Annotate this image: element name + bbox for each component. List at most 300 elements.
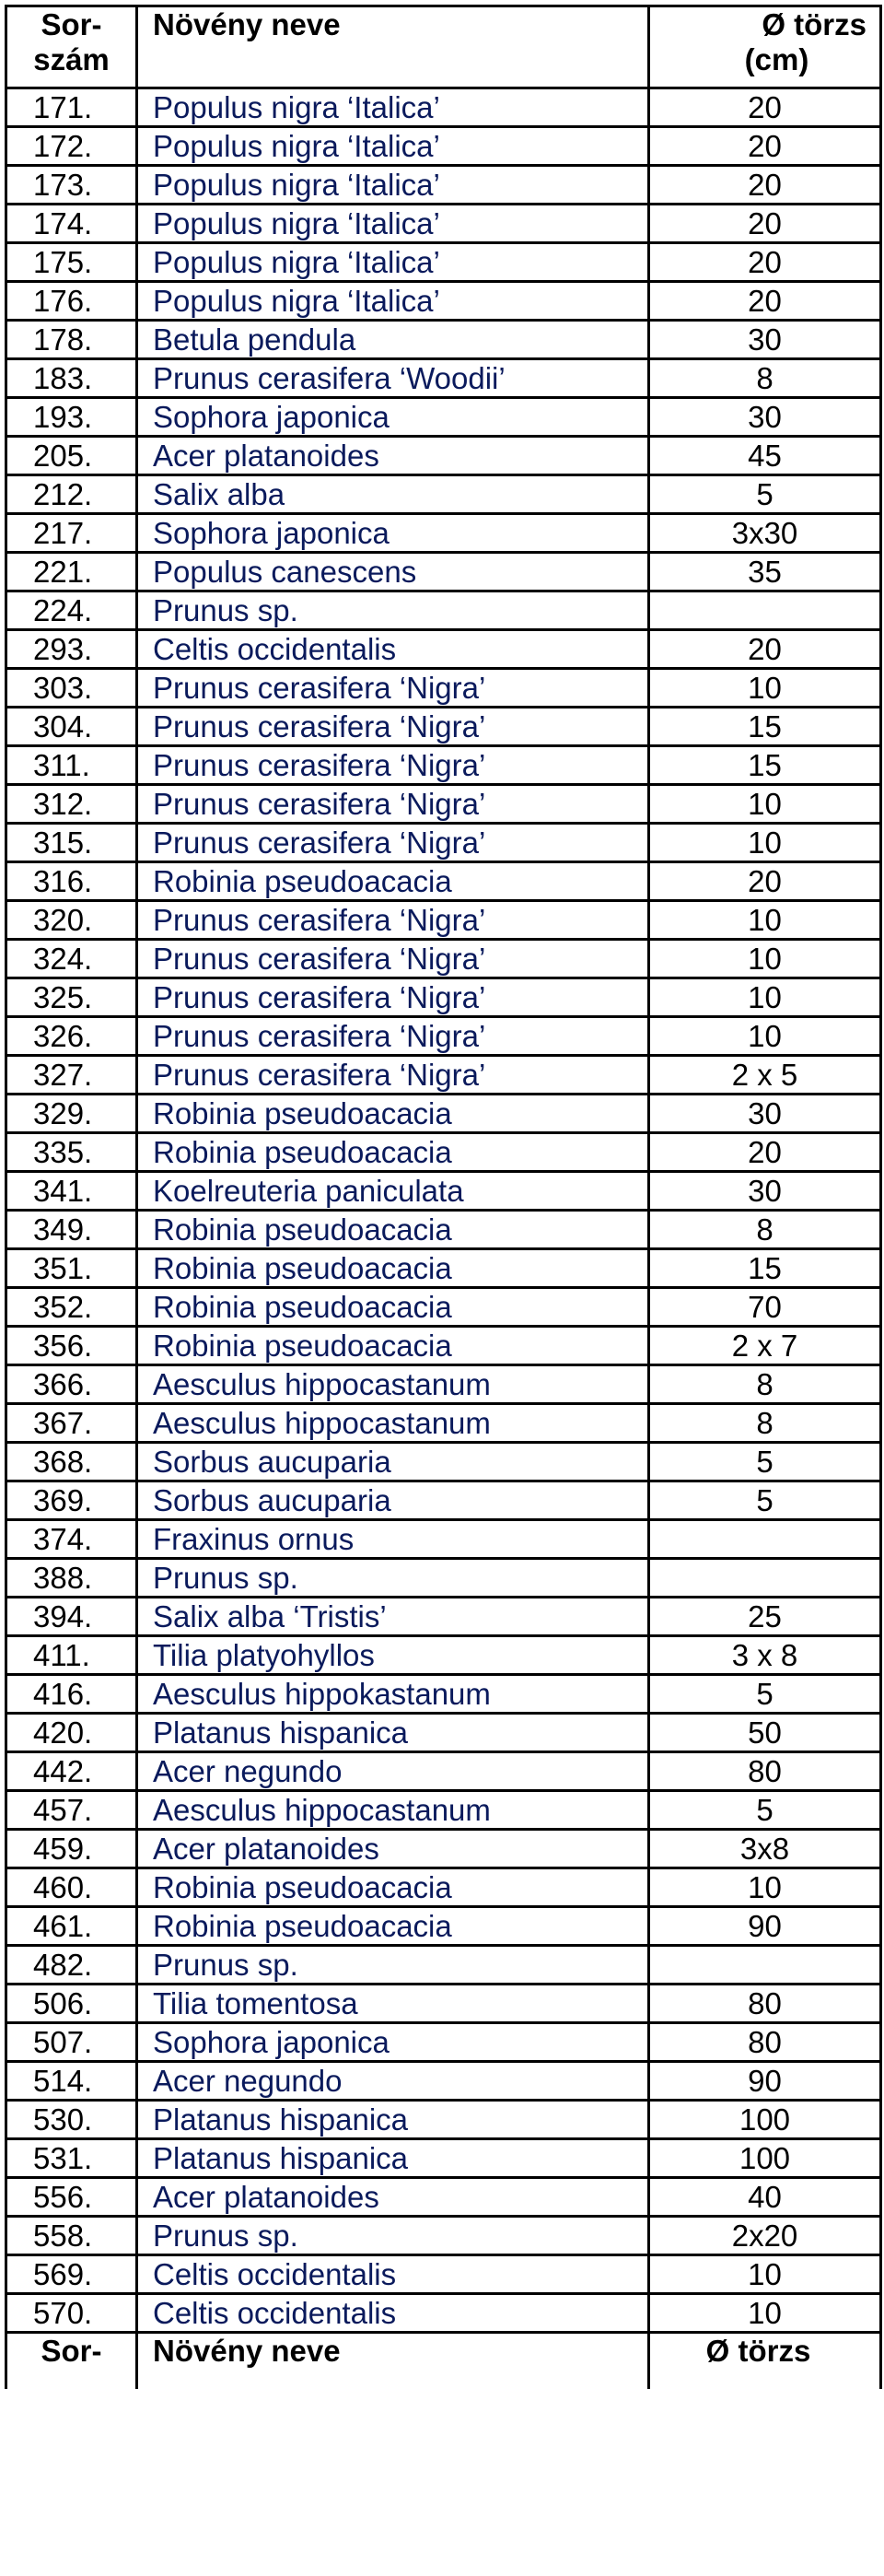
header-diameter-line2: (cm) [744, 42, 809, 76]
row-number-cell: 311. [6, 746, 137, 785]
table-row [6, 359, 881, 398]
row-diameter-cell: 30 [649, 1095, 881, 1133]
plant-name: Robinia pseudoacacia [153, 1134, 452, 1169]
header-row [6, 6, 881, 88]
row-diameter-cell: 100 [649, 2139, 881, 2178]
row-number-cell: 341. [6, 1172, 137, 1211]
row-number-cell: 367. [6, 1404, 137, 1443]
plant-name: Populus nigra ‘Italica’ [153, 167, 440, 202]
row-plant-name-cell [137, 2178, 649, 2217]
row-diameter-cell: 8 [649, 359, 881, 398]
row-diameter-cell: 10 [649, 1017, 881, 1056]
row-diameter-cell: 10 [649, 2255, 881, 2294]
plant-name: Platanus hispanica [153, 2140, 409, 2175]
row-plant-name-cell [137, 591, 649, 630]
plant-name: Robinia pseudoacacia [153, 863, 452, 898]
table-row [6, 1443, 881, 1481]
plant-name: Populus nigra ‘Italica’ [153, 205, 440, 240]
row-diameter-cell [649, 1946, 881, 1985]
plant-name: Populus nigra ‘Italica’ [153, 89, 440, 124]
row-plant-name-cell [137, 2139, 649, 2178]
table-row [6, 2139, 881, 2178]
table-row [6, 1830, 881, 1868]
plant-name: Prunus cerasifera ‘Nigra’ [153, 825, 486, 860]
row-diameter-cell: 45 [649, 437, 881, 475]
table-row [6, 1714, 881, 1752]
plant-name: Salix alba [153, 476, 285, 511]
row-diameter-cell: 3x8 [649, 1830, 881, 1868]
plant-name: Platanus hispanica [153, 1715, 409, 1750]
row-number-cell: 329. [6, 1095, 137, 1133]
row-number-cell: 293. [6, 630, 137, 669]
plant-name: Acer platanoides [153, 2179, 379, 2214]
plant-name: Prunus sp. [153, 2218, 298, 2253]
table-footer [6, 2333, 881, 2390]
row-number-cell: 411. [6, 1636, 137, 1675]
row-plant-name-cell [137, 1830, 649, 1868]
plant-name: Koelreuteria paniculata [153, 1173, 464, 1208]
row-diameter-cell: 2 x 7 [649, 1327, 881, 1365]
row-diameter-cell: 20 [649, 127, 881, 166]
plant-name: Prunus sp. [153, 592, 298, 627]
plant-name: Prunus sp. [153, 1560, 298, 1595]
row-diameter-cell: 80 [649, 1752, 881, 1791]
row-number-cell: 388. [6, 1559, 137, 1598]
row-number-cell: 221. [6, 553, 137, 591]
row-plant-name-cell [137, 940, 649, 978]
table-row [6, 1211, 881, 1249]
row-plant-name-cell [137, 2294, 649, 2333]
row-number-cell: 374. [6, 1520, 137, 1559]
row-number-cell: 507. [6, 2023, 137, 2062]
row-diameter-cell: 20 [649, 166, 881, 205]
row-diameter-cell: 70 [649, 1288, 881, 1327]
row-diameter-cell: 2 x 5 [649, 1056, 881, 1095]
table-row [6, 2294, 881, 2333]
row-diameter-cell: 10 [649, 940, 881, 978]
plant-name: Aesculus hippocastanum [153, 1405, 491, 1440]
header-diameter-line1: Ø törzs [762, 7, 867, 41]
row-number-cell: 482. [6, 1946, 137, 1985]
row-number-cell: 205. [6, 437, 137, 475]
row-diameter-cell: 10 [649, 824, 881, 862]
table-row [6, 940, 881, 978]
row-diameter-cell: 5 [649, 1443, 881, 1481]
table-row [6, 1327, 881, 1365]
table-row [6, 243, 881, 282]
row-number-cell: 530. [6, 2101, 137, 2139]
plant-name: Populus canescens [153, 554, 417, 589]
table-row [6, 824, 881, 862]
plant-name: Fraxinus ornus [153, 1521, 355, 1556]
table-row [6, 1404, 881, 1443]
row-number-cell: 570. [6, 2294, 137, 2333]
row-diameter-cell: 10 [649, 669, 881, 708]
plant-name: Aesculus hippokastanum [153, 1676, 491, 1711]
row-diameter-cell: 10 [649, 901, 881, 940]
plant-name: Robinia pseudoacacia [153, 1869, 452, 1904]
row-plant-name-cell [137, 1172, 649, 1211]
row-number-cell: 461. [6, 1907, 137, 1946]
table-row [6, 1907, 881, 1946]
table-row [6, 1868, 881, 1907]
row-diameter-cell: 5 [649, 1791, 881, 1830]
row-number-cell: 304. [6, 708, 137, 746]
row-plant-name-cell [137, 2101, 649, 2139]
plant-name: Robinia pseudoacacia [153, 1908, 452, 1943]
table-row [6, 1017, 881, 1056]
row-plant-name-cell [137, 1365, 649, 1404]
row-number-cell: 556. [6, 2178, 137, 2217]
plant-name: Acer platanoides [153, 438, 379, 473]
row-plant-name-cell [137, 1520, 649, 1559]
row-diameter-cell: 25 [649, 1598, 881, 1636]
row-diameter-cell: 30 [649, 321, 881, 359]
table-row [6, 862, 881, 901]
row-plant-name-cell [137, 746, 649, 785]
row-diameter-cell: 10 [649, 2294, 881, 2333]
row-diameter-cell: 30 [649, 1172, 881, 1211]
row-number-cell: 442. [6, 1752, 137, 1791]
row-diameter-cell: 10 [649, 785, 881, 824]
table-row [6, 1675, 881, 1714]
footer-diameter-cell: Ø törzs [649, 2333, 881, 2390]
table-header [6, 6, 881, 88]
row-number-cell: 212. [6, 475, 137, 514]
row-number-cell: 569. [6, 2255, 137, 2294]
row-number-cell: 326. [6, 1017, 137, 1056]
row-plant-name-cell [137, 1443, 649, 1481]
table-row [6, 591, 881, 630]
row-diameter-cell: 15 [649, 746, 881, 785]
plant-name: Prunus cerasifera ‘Nigra’ [153, 747, 486, 782]
row-number-cell: 315. [6, 824, 137, 862]
plant-table [5, 5, 882, 2389]
row-plant-name-cell [137, 1095, 649, 1133]
plant-name: Robinia pseudoacacia [153, 1328, 452, 1363]
table-row [6, 2217, 881, 2255]
table-row [6, 901, 881, 940]
plant-name: Populus nigra ‘Italica’ [153, 128, 440, 163]
table-row [6, 2101, 881, 2139]
plant-name: Sorbus aucuparia [153, 1444, 391, 1479]
row-plant-name-cell [137, 205, 649, 243]
row-plant-name-cell [137, 1249, 649, 1288]
row-number-cell: 394. [6, 1598, 137, 1636]
row-number-cell: 558. [6, 2217, 137, 2255]
row-plant-name-cell [137, 2217, 649, 2255]
row-diameter-cell: 90 [649, 1907, 881, 1946]
table-row [6, 282, 881, 321]
row-number-cell: 325. [6, 978, 137, 1017]
row-diameter-cell: 20 [649, 1133, 881, 1172]
row-number-cell: 457. [6, 1791, 137, 1830]
plant-name: Sophora japonica [153, 515, 390, 550]
row-diameter-cell: 10 [649, 1868, 881, 1907]
row-plant-name-cell [137, 824, 649, 862]
row-plant-name-cell [137, 1752, 649, 1791]
table-body [6, 88, 881, 2333]
row-diameter-cell: 40 [649, 2178, 881, 2217]
footer-name-cell: Növény neve [137, 2333, 649, 2390]
row-plant-name-cell [137, 1211, 649, 1249]
plant-name: Aesculus hippocastanum [153, 1366, 491, 1401]
table-row [6, 398, 881, 437]
row-plant-name-cell [137, 1288, 649, 1327]
row-number-cell: 506. [6, 1985, 137, 2023]
row-diameter-cell: 50 [649, 1714, 881, 1752]
table-row [6, 1172, 881, 1211]
plant-name: Sophora japonica [153, 399, 390, 434]
plant-name: Betula pendula [153, 322, 356, 357]
plant-name: Prunus cerasifera ‘Nigra’ [153, 786, 486, 821]
row-diameter-cell [649, 591, 881, 630]
plant-name: Tilia platyohyllos [153, 1637, 375, 1672]
row-number-cell: 224. [6, 591, 137, 630]
row-plant-name-cell [137, 1598, 649, 1636]
row-plant-name-cell [137, 1985, 649, 2023]
row-number-cell: 531. [6, 2139, 137, 2178]
row-number-cell: 514. [6, 2062, 137, 2101]
table-row [6, 2023, 881, 2062]
table-row [6, 1598, 881, 1636]
row-number-cell: 416. [6, 1675, 137, 1714]
row-plant-name-cell [137, 1327, 649, 1365]
row-plant-name-cell [137, 669, 649, 708]
table-row [6, 321, 881, 359]
row-diameter-cell: 3 x 8 [649, 1636, 881, 1675]
row-number-cell: 368. [6, 1443, 137, 1481]
row-number-cell: 217. [6, 514, 137, 553]
table-row [6, 166, 881, 205]
table-row [6, 88, 881, 127]
row-number-cell: 320. [6, 901, 137, 940]
row-diameter-cell: 5 [649, 475, 881, 514]
plant-name: Celtis occidentalis [153, 631, 397, 666]
row-plant-name-cell [137, 1907, 649, 1946]
row-plant-name-cell [137, 321, 649, 359]
header-diameter-cell [649, 6, 881, 88]
row-number-cell: 459. [6, 1830, 137, 1868]
row-diameter-cell: 20 [649, 630, 881, 669]
row-plant-name-cell [137, 708, 649, 746]
plant-name: Celtis occidentalis [153, 2295, 397, 2330]
row-plant-name-cell [137, 553, 649, 591]
plant-name: Sophora japonica [153, 2024, 390, 2059]
row-number-cell: 316. [6, 862, 137, 901]
row-number-cell: 324. [6, 940, 137, 978]
row-number-cell: 366. [6, 1365, 137, 1404]
table-row [6, 553, 881, 591]
row-diameter-cell: 8 [649, 1211, 881, 1249]
table-row [6, 127, 881, 166]
row-diameter-cell: 8 [649, 1404, 881, 1443]
row-plant-name-cell [137, 862, 649, 901]
table-row [6, 437, 881, 475]
row-diameter-cell: 15 [649, 708, 881, 746]
table-row [6, 2062, 881, 2101]
table-row [6, 1791, 881, 1830]
plant-name: Robinia pseudoacacia [153, 1212, 452, 1247]
row-number-cell: 351. [6, 1249, 137, 1288]
table-row [6, 1056, 881, 1095]
row-number-cell: 327. [6, 1056, 137, 1095]
row-diameter-cell: 2x20 [649, 2217, 881, 2255]
row-plant-name-cell [137, 437, 649, 475]
table-row [6, 746, 881, 785]
row-diameter-cell: 5 [649, 1675, 881, 1714]
row-diameter-cell: 30 [649, 398, 881, 437]
row-number-cell: 349. [6, 1211, 137, 1249]
row-plant-name-cell [137, 2023, 649, 2062]
row-number-cell: 178. [6, 321, 137, 359]
row-diameter-cell: 100 [649, 2101, 881, 2139]
plant-name: Prunus cerasifera ‘Nigra’ [153, 979, 486, 1014]
row-plant-name-cell [137, 1675, 649, 1714]
header-name-cell: Növény neve [137, 6, 649, 88]
row-diameter-cell: 15 [649, 1249, 881, 1288]
table-row [6, 669, 881, 708]
row-plant-name-cell [137, 978, 649, 1017]
row-plant-name-cell [137, 88, 649, 127]
row-diameter-cell: 80 [649, 1985, 881, 2023]
plant-name: Sorbus aucuparia [153, 1482, 391, 1517]
row-plant-name-cell [137, 282, 649, 321]
row-plant-name-cell [137, 630, 649, 669]
table-row [6, 1520, 881, 1559]
row-plant-name-cell [137, 785, 649, 824]
row-number-cell: 175. [6, 243, 137, 282]
row-diameter-cell: 20 [649, 205, 881, 243]
row-plant-name-cell [137, 1791, 649, 1830]
table-row [6, 785, 881, 824]
row-diameter-cell: 5 [649, 1481, 881, 1520]
row-plant-name-cell [137, 475, 649, 514]
row-diameter-cell: 80 [649, 2023, 881, 2062]
row-number-cell: 176. [6, 282, 137, 321]
row-plant-name-cell [137, 1056, 649, 1095]
row-number-cell: 172. [6, 127, 137, 166]
row-plant-name-cell [137, 166, 649, 205]
row-number-cell: 173. [6, 166, 137, 205]
plant-name: Populus nigra ‘Italica’ [153, 244, 440, 279]
plant-name: Populus nigra ‘Italica’ [153, 283, 440, 318]
plant-name: Acer negundo [153, 2063, 343, 2098]
row-diameter-cell [649, 1520, 881, 1559]
plant-name: Prunus cerasifera ‘Nigra’ [153, 902, 486, 937]
row-plant-name-cell [137, 2062, 649, 2101]
table-row [6, 630, 881, 669]
row-plant-name-cell [137, 359, 649, 398]
row-number-cell: 174. [6, 205, 137, 243]
footer-number-cell: Sor- [6, 2333, 137, 2390]
plant-name: Platanus hispanica [153, 2102, 409, 2137]
plant-name: Prunus cerasifera ‘Nigra’ [153, 1057, 486, 1092]
row-number-cell: 356. [6, 1327, 137, 1365]
row-plant-name-cell [137, 127, 649, 166]
row-plant-name-cell [137, 1636, 649, 1675]
plant-name: Robinia pseudoacacia [153, 1289, 452, 1324]
table-row [6, 1249, 881, 1288]
table-row [6, 1481, 881, 1520]
row-plant-name-cell [137, 1868, 649, 1907]
header-number-line2: szám [33, 42, 110, 76]
table-row [6, 514, 881, 553]
table-row [6, 1365, 881, 1404]
row-number-cell: 369. [6, 1481, 137, 1520]
row-diameter-cell: 20 [649, 862, 881, 901]
row-plant-name-cell [137, 2255, 649, 2294]
plant-name: Aesculus hippocastanum [153, 1792, 491, 1827]
row-number-cell: 183. [6, 359, 137, 398]
table-row [6, 1752, 881, 1791]
table-row [6, 1095, 881, 1133]
row-diameter-cell: 20 [649, 243, 881, 282]
table-row [6, 1636, 881, 1675]
table-row [6, 475, 881, 514]
table-row [6, 1288, 881, 1327]
row-plant-name-cell [137, 514, 649, 553]
row-diameter-cell: 8 [649, 1365, 881, 1404]
row-number-cell: 420. [6, 1714, 137, 1752]
row-diameter-cell: 10 [649, 978, 881, 1017]
plant-name: Celtis occidentalis [153, 2256, 397, 2291]
plant-name: Prunus cerasifera ‘Nigra’ [153, 1018, 486, 1053]
row-plant-name-cell [137, 1714, 649, 1752]
plant-name: Prunus cerasifera ‘Nigra’ [153, 670, 486, 705]
row-plant-name-cell [137, 901, 649, 940]
header-number-line1: Sor- [41, 7, 102, 41]
plant-name: Acer platanoides [153, 1831, 379, 1866]
table-row [6, 1985, 881, 2023]
plant-name: Prunus cerasifera ‘Woodii’ [153, 360, 506, 395]
table-row [6, 1946, 881, 1985]
table-row [6, 708, 881, 746]
row-diameter-cell: 90 [649, 2062, 881, 2101]
table-row [6, 2255, 881, 2294]
plant-name: Salix alba ‘Tristis’ [153, 1598, 387, 1633]
row-number-cell: 335. [6, 1133, 137, 1172]
row-diameter-cell: 35 [649, 553, 881, 591]
row-number-cell: 312. [6, 785, 137, 824]
row-plant-name-cell [137, 243, 649, 282]
table-row [6, 1559, 881, 1598]
plant-name: Prunus cerasifera ‘Nigra’ [153, 941, 486, 976]
row-diameter-cell [649, 1559, 881, 1598]
header-number-cell [6, 6, 137, 88]
row-plant-name-cell [137, 1017, 649, 1056]
row-plant-name-cell [137, 1481, 649, 1520]
row-number-cell: 193. [6, 398, 137, 437]
row-diameter-cell: 20 [649, 282, 881, 321]
plant-name: Acer negundo [153, 1753, 343, 1788]
row-plant-name-cell [137, 1946, 649, 1985]
row-plant-name-cell [137, 398, 649, 437]
plant-name: Robinia pseudoacacia [153, 1250, 452, 1285]
plant-name: Tilia tomentosa [153, 1985, 358, 2020]
row-diameter-cell: 20 [649, 88, 881, 127]
plant-name: Robinia pseudoacacia [153, 1095, 452, 1130]
row-plant-name-cell [137, 1559, 649, 1598]
table-row [6, 978, 881, 1017]
table-row [6, 2178, 881, 2217]
row-plant-name-cell [137, 1404, 649, 1443]
row-plant-name-cell [137, 1133, 649, 1172]
plant-name: Prunus cerasifera ‘Nigra’ [153, 708, 486, 744]
row-number-cell: 303. [6, 669, 137, 708]
table-row [6, 205, 881, 243]
row-number-cell: 171. [6, 88, 137, 127]
